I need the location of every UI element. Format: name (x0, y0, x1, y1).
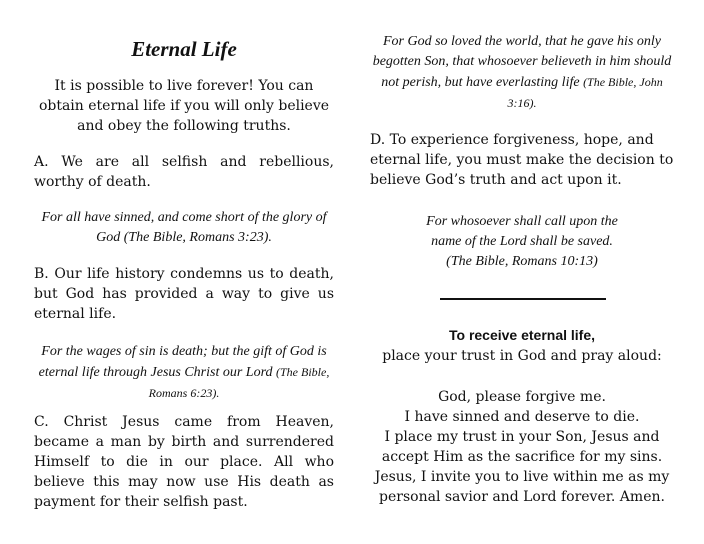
point-c-paragraph: C. Christ Jesus came from Heaven, became a man by birth and surrendered Himself to die in our place. All who believe this may now use His death as payment for their selfish past. (34, 414, 334, 510)
point-a-paragraph: A. We are all selfish and rebellious, worthy of death. (34, 154, 334, 190)
quote-john-3-16-text: For God so loved the world, that he gave his only begotten Son, that whosoever believeth in him should not perish, but have everlasting life (372, 34, 672, 90)
quote-romans-6-23 (34, 342, 334, 404)
prayer-text (370, 387, 674, 507)
prayer-line: I place my trust in your Son, Jesus and (384, 429, 660, 445)
divider-rule (440, 298, 606, 300)
prayer-subheading: place your trust in God and pray aloud: (382, 348, 662, 364)
point-d-paragraph: D. To experience forgiveness, hope, and eternal life, you must make the decision to believe God’s truth and act upon it. (370, 132, 674, 188)
prayer-heading: To receive eternal life, (448, 327, 596, 343)
quote-john-3-16-ref: (The Bible, John 3:16). (507, 75, 663, 110)
prayer-line: I have sinned and deserve to die. (404, 409, 640, 425)
intro-paragraph: It is possible to live forever! You can obtain eternal life if you will only believe and obey the following truths. (38, 78, 330, 134)
quote-romans-10-13-line: For whosoever shall call upon the (426, 214, 618, 229)
prayer-line: personal savior and Lord forever. Amen. (379, 489, 665, 505)
prayer-line: accept Him as the sacrifice for my sins. (381, 449, 663, 465)
quote-romans-6-23-text: For the wages of sin is death; but the gift of God is eternal life through Jesus Christ our Lord (38, 344, 327, 380)
quote-romans-10-13-line: name of the Lord shall be saved. (431, 234, 613, 249)
quote-john-3-16 (370, 32, 674, 114)
quote-romans-6-23-ref: (The Bible, Romans 6:23). (148, 365, 330, 400)
prayer-line: God, please forgive me. (438, 389, 606, 405)
quote-romans-10-13-ref: (The Bible, Romans 10:13) (446, 254, 598, 269)
quote-romans-3-23: For all have sinned, and come short of the glory of God (The Bible, Romans 3:23). (41, 210, 327, 245)
point-b-paragraph: B. Our life history condemns us to death, but God has provided a way to give us eternal life. (34, 266, 334, 322)
page-title: Eternal Life (131, 37, 237, 61)
quote-romans-10-13 (370, 212, 674, 272)
prayer-line: Jesus, I invite you to live within me as my (374, 469, 670, 485)
